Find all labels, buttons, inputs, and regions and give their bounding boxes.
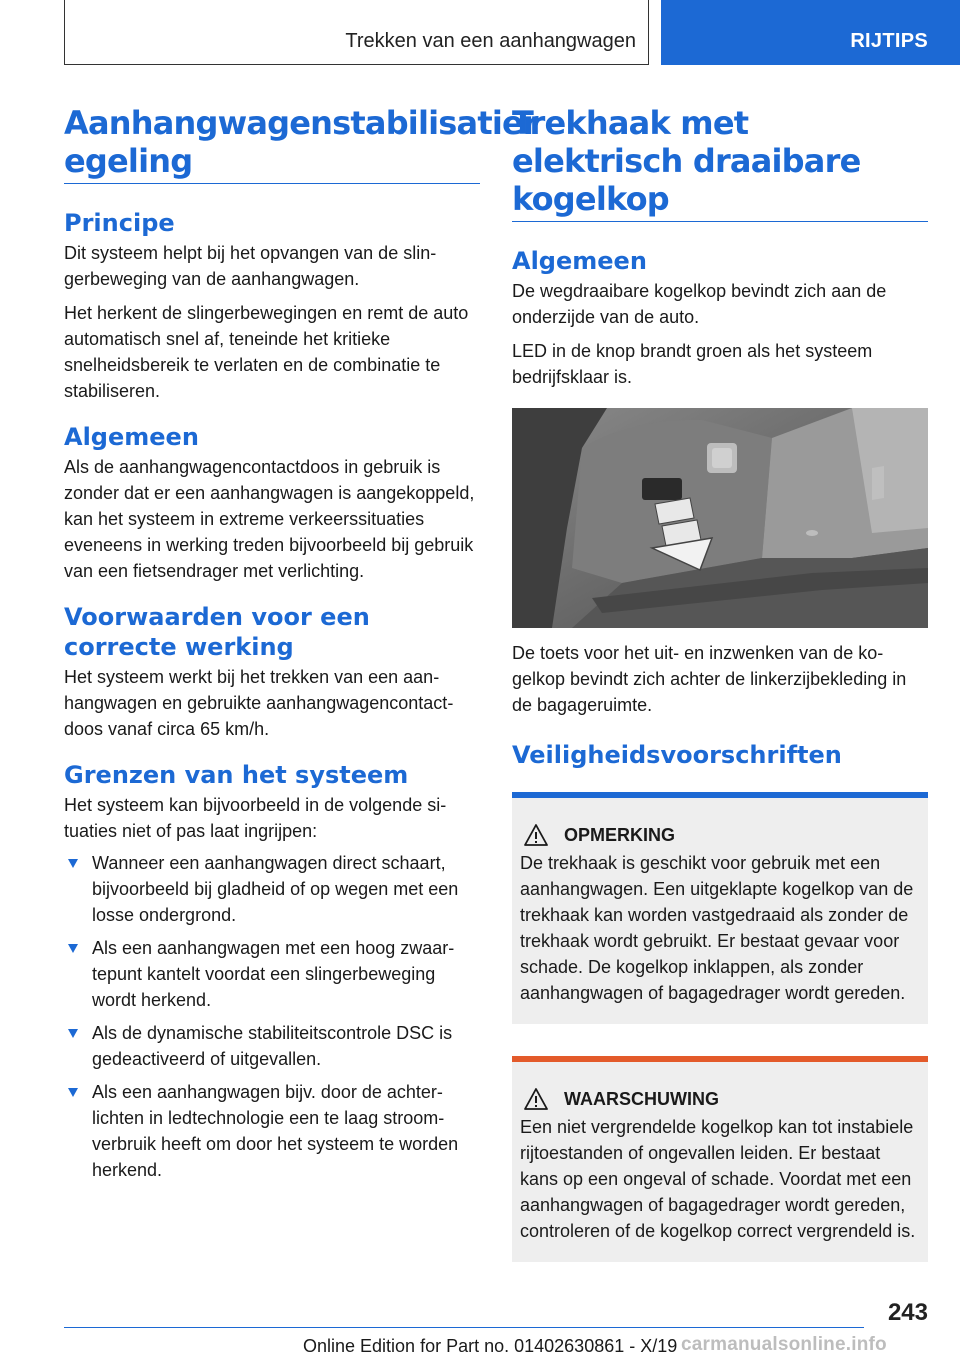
trunk-illustration <box>512 408 928 628</box>
section-title: RIJTIPS <box>850 30 928 52</box>
warning-triangle-icon <box>524 824 548 846</box>
heading-veiligheid: Veiligheidsvoorschriften <box>512 741 842 769</box>
notice-waarschuwing-text: Een niet vergrendelde kogelkop kan tot instabiele rijtoestanden of ongevallen leiden. Er bestaat kans op een ongeval of schade. Voordat met een aanhangwagen of bagagedrager wordt gereden, controleren of de kogelkop correct vergrendeld is. <box>520 1117 916 1241</box>
chapter-title: Trekken van een aanhangwagen <box>345 30 636 52</box>
footer-divider <box>64 1327 864 1328</box>
warning-triangle-icon <box>524 1088 548 1110</box>
notice-opmerking-header <box>520 822 920 848</box>
right-column <box>512 104 928 1262</box>
footer-edition: Online Edition for Part no. 01402630861 - X/19 <box>303 1336 678 1356</box>
list-item <box>64 935 480 1013</box>
bullet-triangle-icon <box>68 1029 78 1038</box>
list-item <box>64 1079 480 1183</box>
title-line-1: Aanhangwagenstabilisatier <box>64 104 538 142</box>
bullet-triangle-icon <box>68 859 78 868</box>
list-item-text: Wanneer een aanhangwagen direct schaart, bijvoorbeeld bij gladheid of op wegen met een losse ondergrond. <box>92 853 459 925</box>
trunk-photo <box>512 408 928 628</box>
heading-algemeen-trekhaak: Algemeen <box>512 247 647 275</box>
trekhaak-paragraph-2: LED in de knop brandt groen als het systeem bedrijfsklaar is. <box>512 341 873 387</box>
notice-waarschuwing-label: WAARSCHUWING <box>564 1089 719 1109</box>
left-column <box>64 104 538 1190</box>
heading-grenzen: Grenzen van het systeem <box>64 761 409 789</box>
title-line-2: egeling <box>64 142 193 180</box>
notice-opmerking-text: De trekhaak is geschikt voor gebruik met een aanhangwagen. Een uitgeklapte kogelkop van de trekhaak kan worden vastgedraaid als zonder de trekhaak wordt gebruikt. Er bestaat gevaar voor schade. De kogelkop inklappen, als zonder aanhangwagen of bagagedrager wordt gereden. <box>520 853 914 1003</box>
heading-algemeen: Algemeen <box>64 423 199 451</box>
voorwaarden-paragraph: Het systeem werkt bij het trekken van een aanhangwagen en gebruikte aanhangwagencontactdoos vanaf circa 65 km/h. <box>64 667 454 739</box>
notice-waarschuwing-header <box>520 1086 920 1112</box>
bullet-triangle-icon <box>68 944 78 953</box>
list-item-text: Als een aanhangwagen met een hoog zwaartepunt kantelt voordat een slingerbeweging wordt herkend. <box>92 938 455 1010</box>
algemeen-paragraph: Als de aanhangwagencontactdoos in gebruik is zonder dat er een aanhangwagen is aangekoppeld, kan het systeem in extreme verkeerssituaties eveneens in werking treden bijvoorbeeld bij gebruik van een fietsendrager met verlichting. <box>64 457 475 581</box>
principe-paragraph-1: Dit systeem helpt bij het opvangen van de slingerbeweging van de aanhangwagen. <box>64 243 437 289</box>
photo-caption: De toets voor het uit- en inzwenken van de kogelkop bevindt zich achter de linkerzijbekleding in de bagageruimte. <box>512 643 907 715</box>
list-item-text: Als de dynamische stabiliteitscontrole DSC is gedeactiveerd of uitgevallen. <box>92 1023 453 1069</box>
notice-opmerking <box>512 792 928 1024</box>
page-title <box>64 104 538 184</box>
heading-principe: Principe <box>64 209 175 237</box>
grenzen-list <box>64 850 480 1183</box>
page-number: 243 <box>887 1299 928 1326</box>
notice-waarschuwing <box>512 1056 928 1262</box>
header-section-tab[interactable] <box>661 0 960 65</box>
grenzen-paragraph: Het systeem kan bijvoorbeeld in de volgende situaties niet of pas laat ingrijpen: <box>64 795 447 841</box>
notice-opmerking-label: OPMERKING <box>564 825 676 845</box>
list-item <box>64 1020 480 1072</box>
heading-voorwaarden: Voorwaarden voor een correcte werking <box>64 603 370 661</box>
principe-paragraph-2: Het herkent de slingerbewegingen en remt de auto automatisch snel af, teneinde het kritieke snelheidsbereik te verlaten en de combinatie te stabiliseren. <box>64 303 469 401</box>
list-item-text: Als een aanhangwagen bijv. door de achterlichten in ledtechnologie een te laag stroomverbruik heeft om door het systeem te worden herkend. <box>92 1082 459 1180</box>
header-chapter-box <box>64 0 649 65</box>
trekhaak-paragraph-1: De wegdraaibare kogelkop bevindt zich aan de onderzijde van de auto. <box>512 281 887 327</box>
section-title-trekhaak: Trekhaak met elektrisch draaibare kogelkop <box>512 104 928 222</box>
watermark: carmanualsonline.info <box>681 1334 887 1355</box>
bullet-triangle-icon <box>68 1088 78 1097</box>
list-item <box>64 850 480 928</box>
